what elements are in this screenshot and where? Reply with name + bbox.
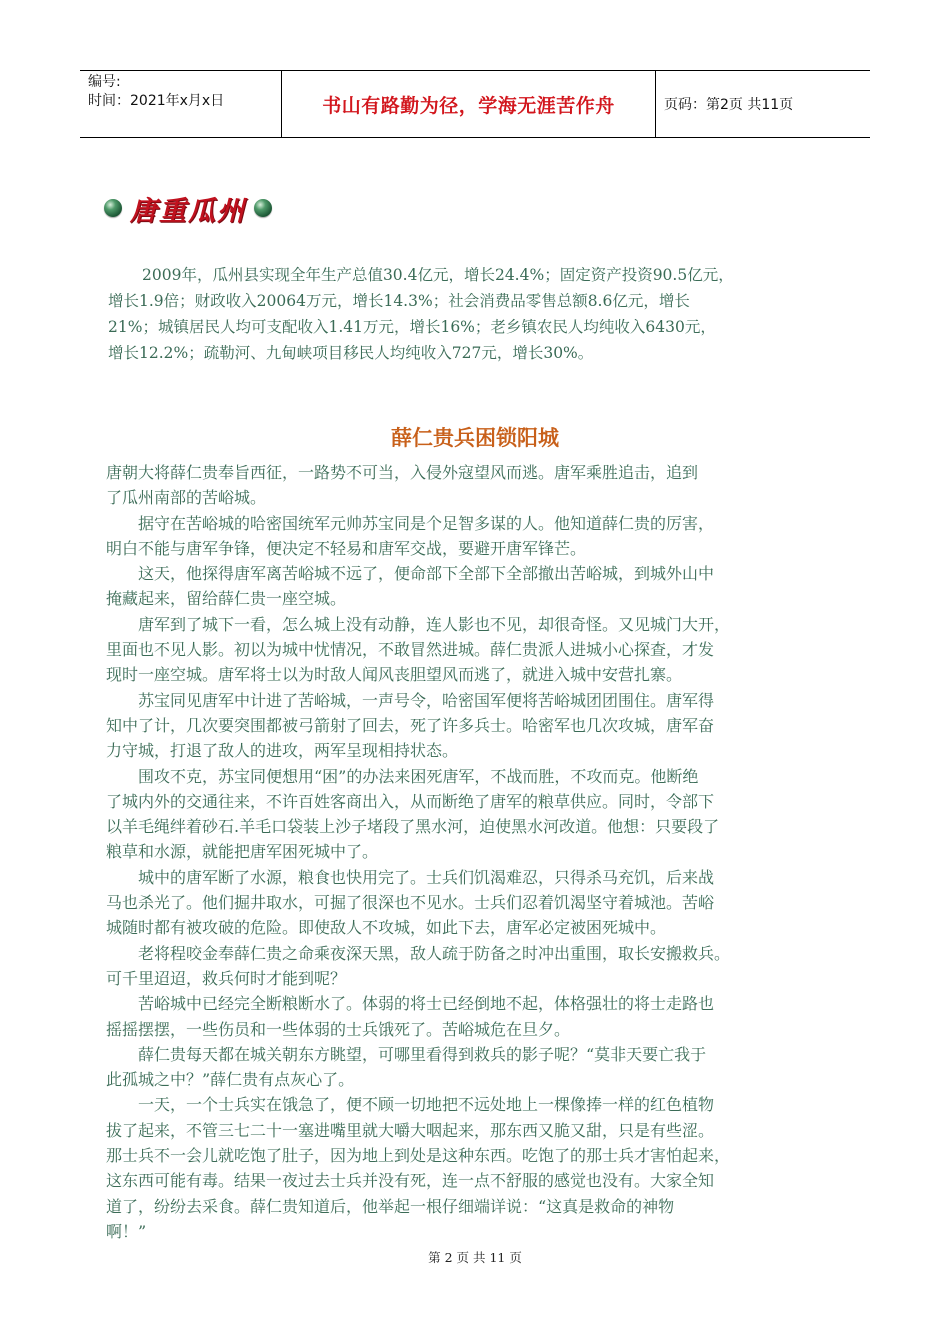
story-line: 一天，一个士兵实在饿急了，便不顾一切地把不远处地上一棵像捧一样的红色植物 xyxy=(106,1095,715,1115)
intro-line: 增长1.9倍；财政收入20064万元，增长14.3%；社会消费品零售总额8.6亿元，增长 xyxy=(108,292,690,310)
story-title: 薛仁贵兵困锁阳城 xyxy=(391,426,559,450)
story-line: 苦峪城中已经完全断粮断水了。体弱的将士已经倒地不起，体格强壮的将士走路也 xyxy=(106,994,715,1014)
story-line: 苏宝同见唐军中计进了苦峪城，一声号令，哈密国军便将苦峪城团团围住。唐军得 xyxy=(106,690,715,710)
intro-paragraph xyxy=(108,262,868,366)
intro-line: 增长12.2%；疏勒河、九甸峡项目移民人均纯收入727元，增长30%。 xyxy=(108,344,594,362)
story-line: 薛仁贵每天都在城关朝东方眺望，可哪里看得到救兵的影子呢？“莫非天要亡我于 xyxy=(106,1044,707,1064)
story-line: 掩藏起来，留给薛仁贵一座空城。 xyxy=(106,589,347,609)
number-label: 编号: xyxy=(88,74,121,90)
page-footer: 第 2 页 共 11 页 xyxy=(428,1250,522,1265)
section-title: 唐重瓜州 xyxy=(130,195,246,227)
green-ball-icon xyxy=(104,199,122,217)
story-body xyxy=(106,460,866,1244)
story-line: 明白不能与唐军争锋，便决定不轻易和唐军交战，要避开唐军锋芒。 xyxy=(106,538,587,558)
motto: 书山有路勤为径，学海无涯苦作舟 xyxy=(282,71,656,137)
story-line: 拔了起来，不管三七二十一塞进嘴里就大嚼大咽起来，那东西又脆又甜，只是有些涩。 xyxy=(106,1120,715,1140)
story-line: 老将程咬金奉薛仁贵之命乘夜深天黑，敌人疏于防备之时冲出重围，取长安搬救兵。 xyxy=(106,943,731,963)
story-line: 里面也不见人影。初以为城中忧情况，不敢冒然进城。薛仁贵派人进城小心探查，才发 xyxy=(106,640,715,660)
section-heading xyxy=(104,191,272,225)
story-line: 道了，纷纷去采食。薛仁贵知道后，他举起一根仔细端详说：“这真是救命的神物 xyxy=(106,1196,675,1216)
green-ball-icon xyxy=(254,199,272,217)
story-line: 那士兵不一会儿就吃饱了肚子，因为地上到处是这种东西。吃饱了的那士兵才害怕起来， xyxy=(106,1146,731,1166)
story-line: 城中的唐军断了水源，粮食也快用完了。士兵们饥渴难忍，只得杀马充饥，后来战 xyxy=(106,867,715,887)
story-line: 马也杀光了。他们掘井取水，可掘了很深也不见水。士兵们忍着饥渴坚守着城池。苦峪 xyxy=(106,893,715,913)
story-line: 了瓜州南部的苦峪城。 xyxy=(106,488,267,508)
page-label: 页码：第2页 共11页 xyxy=(664,97,794,113)
story-line: 力守城，打退了敌人的进攻，两军呈现相持状态。 xyxy=(106,741,459,761)
header-table xyxy=(80,70,870,138)
story-line: 以羊毛绳绊着砂石.羊毛口袋装上沙子堵段了黑水河，迫使黑水河改道。他想：只要段了 xyxy=(106,817,720,837)
story-line: 城随时都有被攻破的危险。即使敌人不攻城，如此下去，唐军必定被困死城中。 xyxy=(106,918,667,938)
story-line: 现时一座空城。唐军将士以为时敌人闻风丧胆望风而逃了，就进入城中安营扎寨。 xyxy=(106,665,683,685)
story-line: 啊！” xyxy=(106,1221,147,1241)
story-line: 此孤城之中？”薛仁贵有点灰心了。 xyxy=(106,1070,355,1090)
story-line: 了城内外的交通往来，不许百姓客商出入，从而断绝了唐军的粮草供应。同时，令部下 xyxy=(106,791,715,811)
story-line: 围攻不克，苏宝同便想用“困”的办法来困死唐军，不战而胜，不攻而克。他断绝 xyxy=(106,766,699,786)
story-line: 粮草和水源，就能把唐军困死城中了。 xyxy=(106,842,379,862)
header-left-cell xyxy=(80,71,282,137)
date-label: 时间：2021年x月x日 xyxy=(88,93,225,109)
story-line: 知中了计，几次要突围都被弓箭射了回去，死了许多兵士。哈密军也几次攻城，唐军奋 xyxy=(106,715,715,735)
intro-line: 21%；城镇居民人均可支配收入1.41万元，增长16%；老乡镇农民人均纯收入6430元， xyxy=(108,318,716,336)
story-line: 据守在苦峪城的哈密国统军元帅苏宝同是个足智多谋的人。他知道薛仁贵的厉害， xyxy=(106,513,715,533)
story-line: 这天，他探得唐军离苦峪城不远了，便命部下全部下全部撤出苦峪城，到城外山中 xyxy=(106,564,715,584)
story-line: 这东西可能有毒。结果一夜过去士兵并没有死，连一点不舒服的感觉也没有。大家全知 xyxy=(106,1171,715,1191)
story-line: 唐朝大将薛仁贵奉旨西征，一路势不可当，入侵外寇望风而逃。唐军乘胜追击，追到 xyxy=(106,463,699,482)
story-line: 唐军到了城下一看，怎么城上没有动静，连人影也不见，却很奇怪。又见城门大开， xyxy=(106,614,731,634)
story-line: 可千里迢迢，救兵何时才能到呢？ xyxy=(106,968,347,988)
intro-line: 2009年，瓜州县实现全年生产总值30.4亿元，增长24.4%；固定资产投资90.5亿元， xyxy=(142,266,734,284)
story-line: 摇摇摆摆，一些伤员和一些体弱的士兵饿死了。苦峪城危在旦夕。 xyxy=(106,1019,571,1039)
